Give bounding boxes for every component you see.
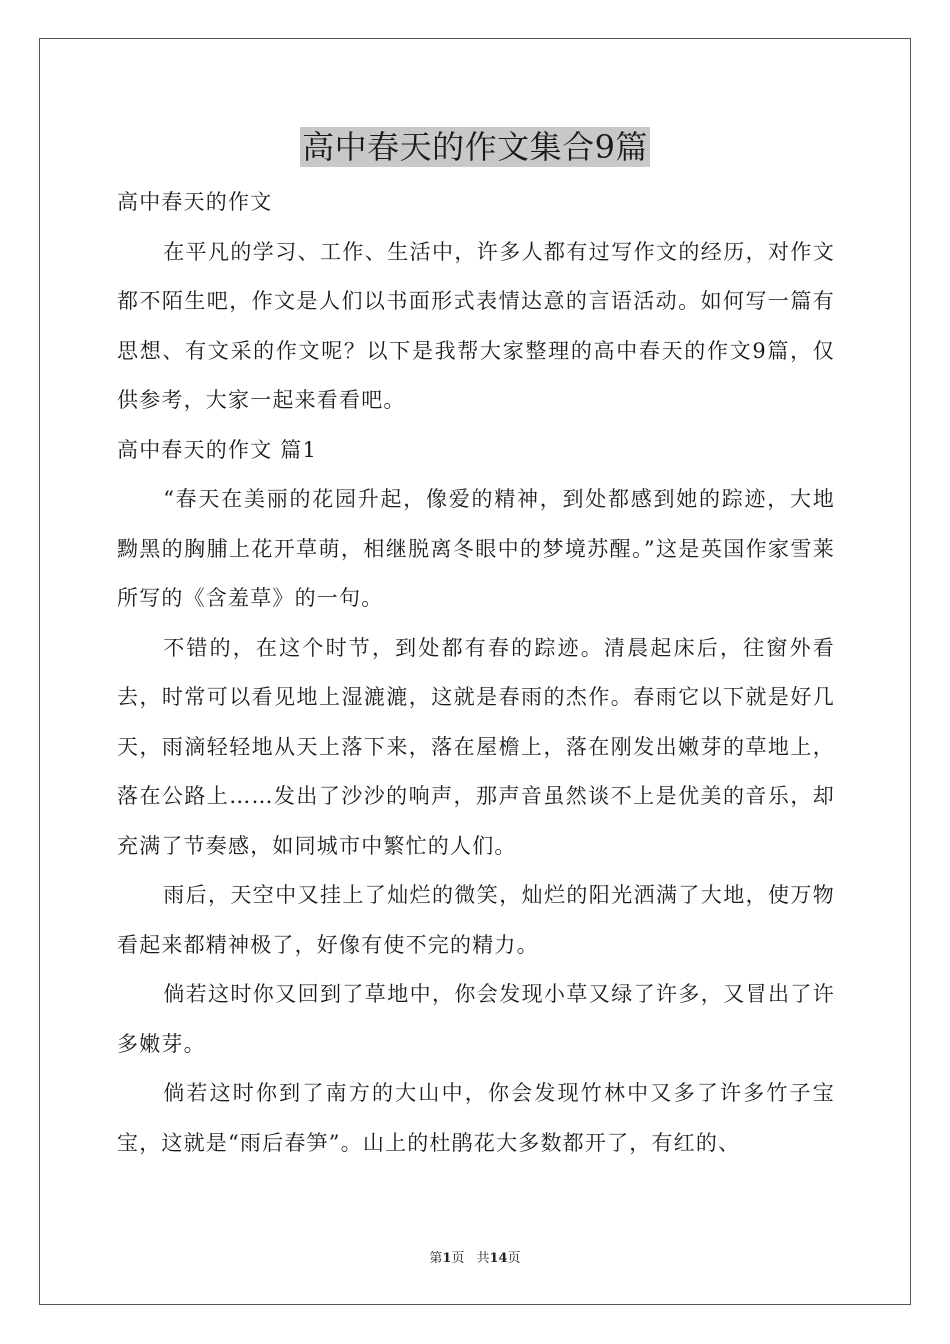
body-paragraph: 雨后，天空中又挂上了灿烂的微笑，灿烂的阳光洒满了大地，使万物看起来都精神极了，好像有使不完的精力。	[117, 883, 835, 957]
section-heading: 高中春天的作文	[117, 190, 273, 214]
body-paragraph: 在平凡的学习、工作、生活中，许多人都有过写作文的经历，对作文都不陌生吧，作文是人们以书面形式表情达意的言语活动。如何写一篇有思想、有文采的作文呢？以下是我帮大家整理的高中春天的作文9篇，仅供参考，大家一起来看看吧。	[117, 239, 835, 412]
title-container	[0, 127, 950, 167]
page-total-prefix: 共	[476, 1251, 490, 1266]
section-heading: 高中春天的作文 篇1	[117, 437, 318, 462]
document-body	[117, 178, 835, 1168]
body-paragraph: 倘若这时你又回到了草地中，你会发现小草又绿了许多，又冒出了许多嫩芽。	[117, 982, 835, 1056]
page-number-prefix: 第	[429, 1251, 443, 1266]
page-total-suffix: 页	[507, 1251, 521, 1266]
body-paragraph: “春天在美丽的花园升起，像爱的精神，到处都感到她的踪迹，大地黝黑的胸脯上花开草萌，相继脱离冬眼中的梦境苏醒。”这是英国作家雪莱所写的《含羞草》的一句。	[117, 487, 835, 610]
body-paragraph: 倘若这时你到了南方的大山中，你会发现竹林中又多了许多竹子宝宝，这就是“雨后春笋”。山上的杜鹃花大多数都开了，有红的、	[117, 1081, 835, 1155]
page-footer	[0, 1247, 950, 1266]
page-total-count: 14	[489, 1251, 508, 1266]
page-number-current: 1	[442, 1251, 452, 1266]
body-paragraph: 不错的，在这个时节，到处都有春的踪迹。清晨起床后，往窗外看去，时常可以看见地上湿漉漉，这就是春雨的杰作。春雨它以下就是好几天，雨滴轻轻地从天上落下来，落在屋檐上，落在刚发出嫩芽的草地上，落在公路上……发出了沙沙的响声，那声音虽然谈不上是优美的音乐，却充满了节奏感，如同城市中繁忙的人们。	[117, 635, 835, 858]
page-number-suffix: 页	[451, 1251, 465, 1266]
document-title: 高中春天的作文集合9篇	[302, 128, 648, 166]
